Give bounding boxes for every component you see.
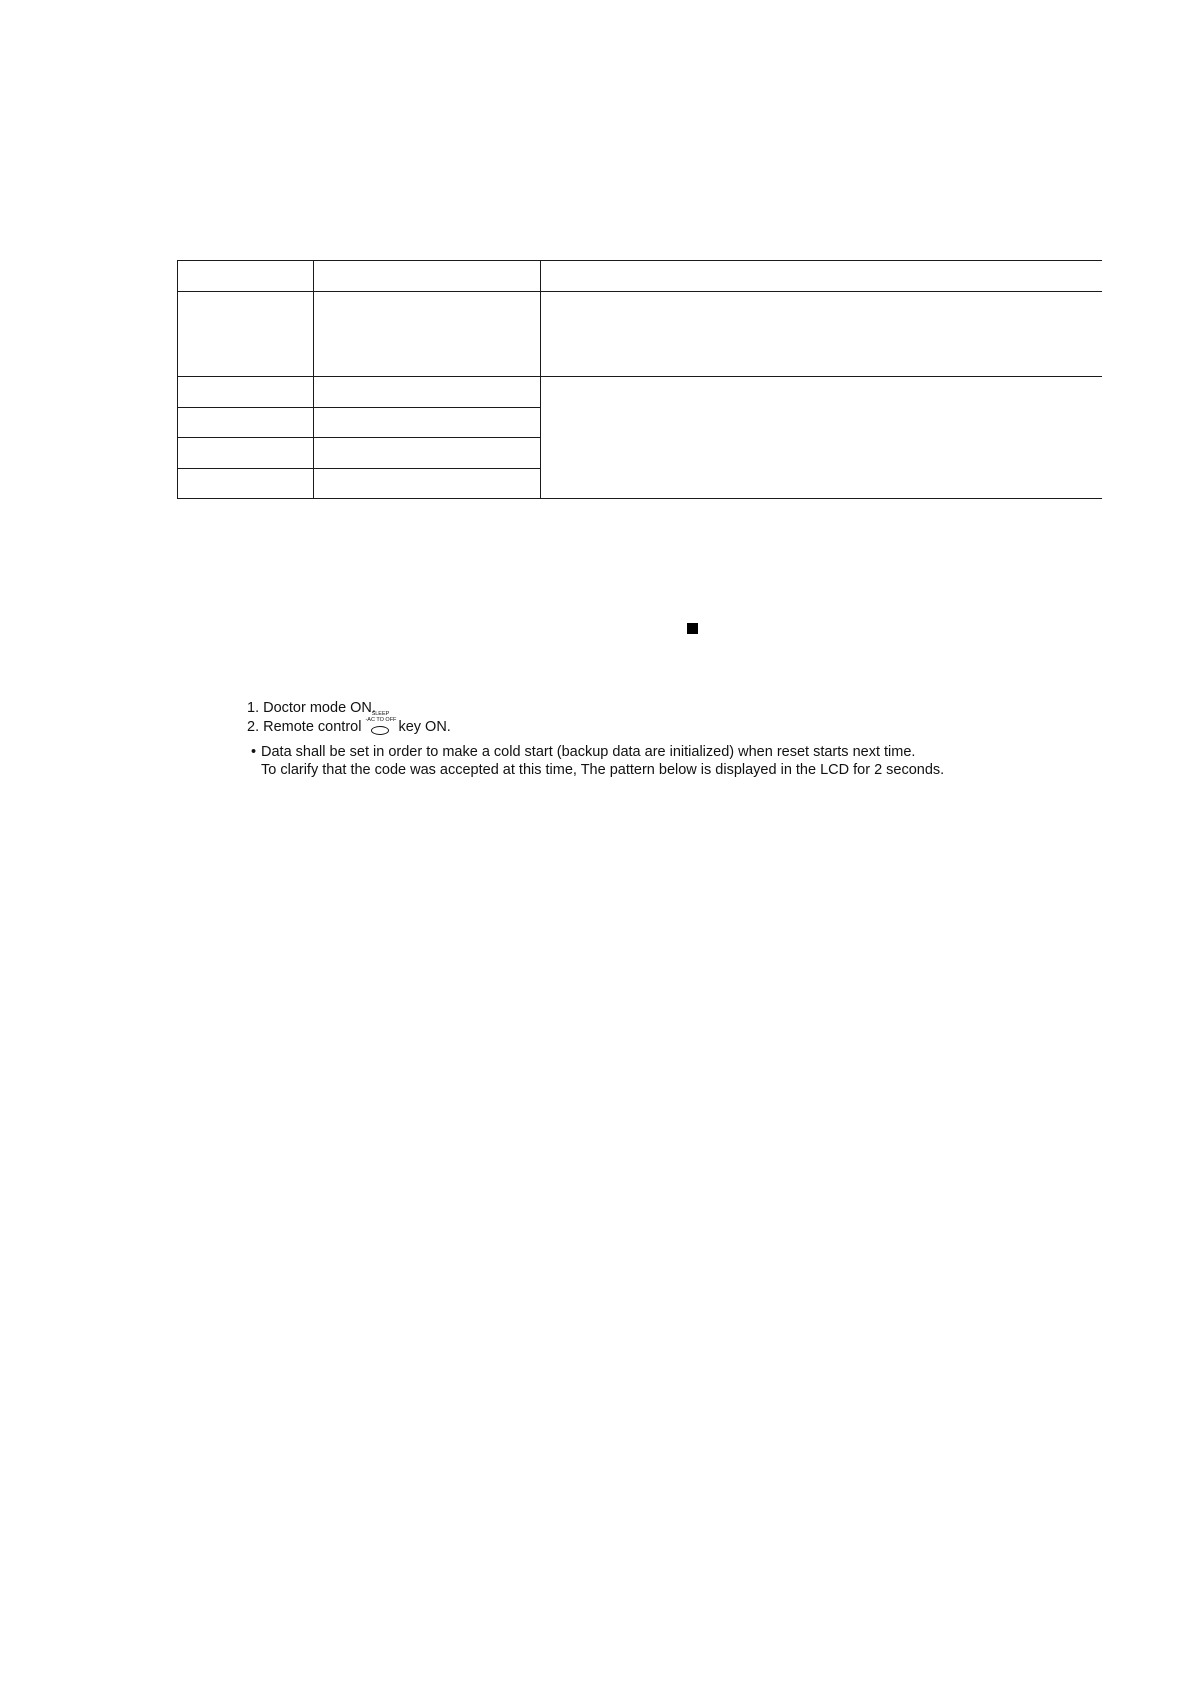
sleep-key-icon <box>365 711 397 735</box>
step-1: 1. Doctor mode ON. <box>247 700 376 716</box>
note-line-1: Data shall be set in order to make a cold start (backup data are initialized) when reset starts next time. <box>261 744 916 760</box>
step-2-suffix: key ON. <box>398 719 451 735</box>
table-rule-left <box>177 260 178 499</box>
key-oval-shape <box>371 726 389 735</box>
table-rule-row-3-bottom <box>177 437 540 438</box>
table-rule-col-2 <box>540 260 541 499</box>
table-rule-row-4-bottom <box>177 468 540 469</box>
table-rule-header-bottom <box>177 291 1102 292</box>
note-line-2: To clarify that the code was accepted at this time, The pattern below is displayed in the LCD for 2 seconds. <box>261 762 945 778</box>
sleep-key-label <box>365 711 395 723</box>
table-rule-top <box>177 260 1102 261</box>
table-rule-row-2-bottom <box>177 407 540 408</box>
sleep-key-label-top: SLEEP <box>371 711 390 717</box>
step-2-prefix: 2. Remote control <box>247 719 362 735</box>
cold-start-note <box>251 743 945 778</box>
step-2 <box>247 711 451 736</box>
note-bullet: • <box>251 744 257 760</box>
table-rule-col-1 <box>313 260 314 499</box>
black-square-icon <box>687 623 698 634</box>
table-rule-row-1-bottom <box>177 376 1102 377</box>
table-rule-bottom <box>177 498 1102 499</box>
sleep-key-label-bottom: -AC TO OFF <box>365 717 397 723</box>
